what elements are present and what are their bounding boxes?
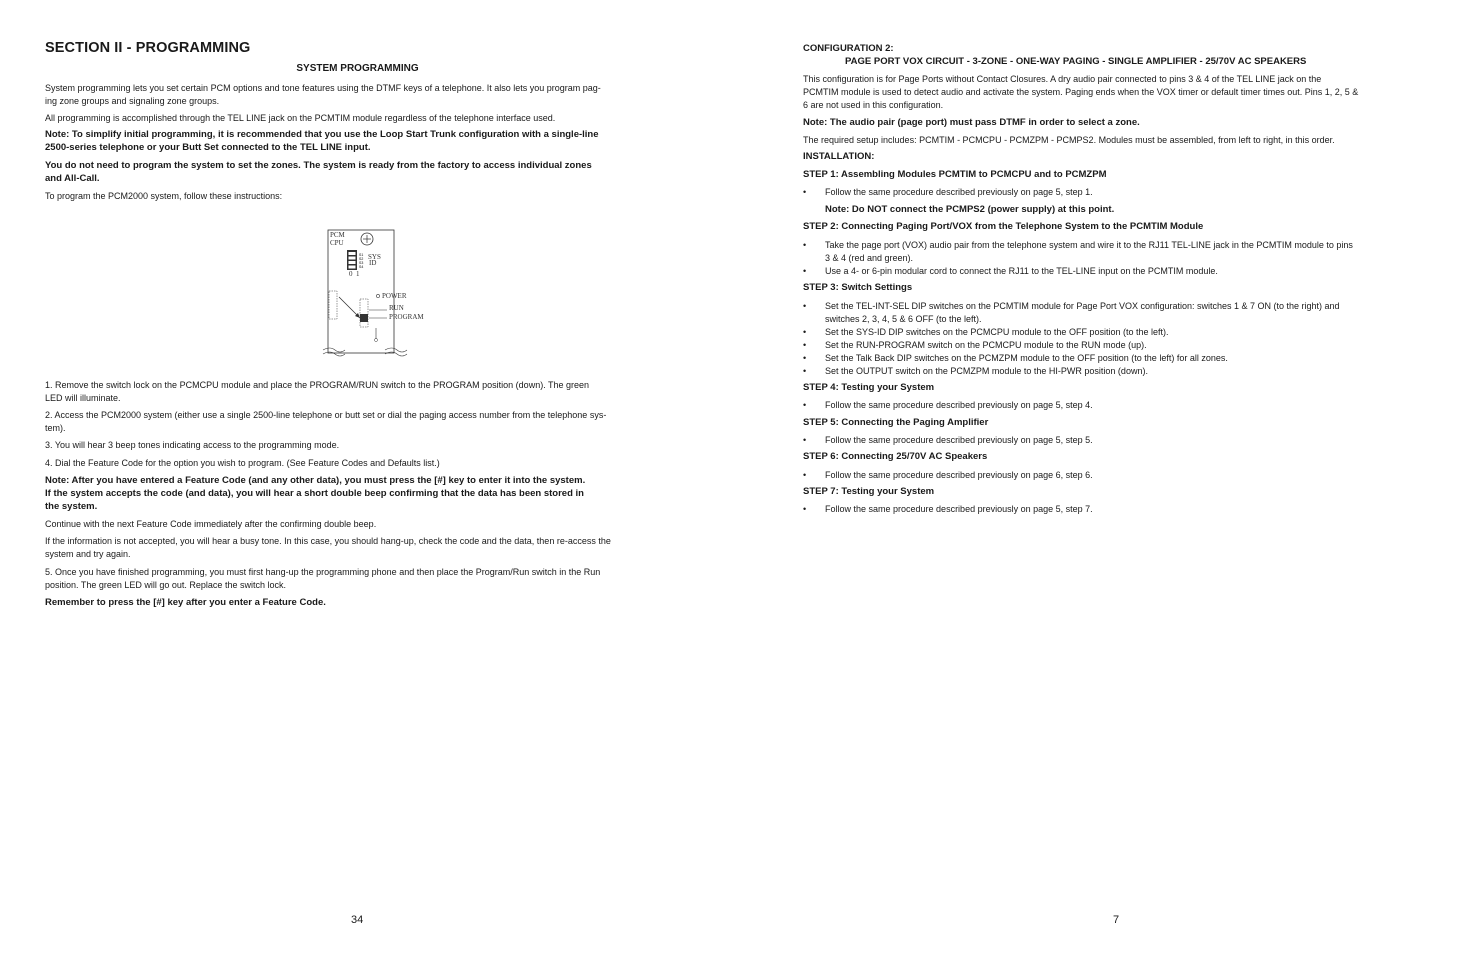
- step-heading: STEP 2: Connecting Paging Port/VOX from the Telephone System to the PCMTIM Module: [803, 221, 1204, 232]
- paragraph: System programming lets you set certain PCM options and tone features using the DTMF keys of a telephone. It also lets you program pag-: [45, 83, 601, 93]
- bullet: •: [803, 340, 807, 350]
- step: 3. You will hear 3 beep tones indicating access to the programming mode.: [45, 440, 340, 450]
- switch-lock-outline: [360, 299, 368, 327]
- page-number: 7: [1113, 914, 1120, 926]
- sys-label: SYS: [368, 253, 381, 261]
- bullet: •: [803, 435, 807, 445]
- bullet: •: [803, 504, 807, 514]
- run-label: RUN: [389, 304, 404, 312]
- note: 2500-series telephone or your Butt Set connected to the TEL LINE input.: [45, 142, 371, 153]
- pcmcpu-diagram: [313, 228, 433, 363]
- section-title: SECTION II - PROGRAMMING: [45, 40, 251, 56]
- reminder: Remember to press the [#] key after you enter a Feature Code.: [45, 597, 326, 608]
- paragraph: 6 are not used in this configuration.: [803, 100, 944, 110]
- dip-label: S4: [359, 265, 364, 269]
- note: Note: Do NOT connect the PCMPS2 (power supply) at this point.: [825, 204, 1115, 215]
- paragraph: PCMTIM module is used to detect audio and activate the system. Paging ends when the VOX timer or default timer times out. Pins 1, 2, 5 &: [803, 87, 1359, 97]
- switch-lock-removed: [329, 291, 337, 319]
- bullet: •: [803, 327, 807, 337]
- module-label: PCM: [330, 231, 345, 239]
- power-label: POWER: [382, 292, 407, 300]
- id-label: ID: [369, 259, 377, 267]
- bullet: •: [803, 187, 807, 197]
- step-heading: STEP 4: Testing your System: [803, 382, 935, 393]
- note: and All-Call.: [45, 173, 100, 184]
- program-run-switch: [360, 314, 368, 322]
- step: tem).: [45, 423, 66, 433]
- bullet: •: [803, 366, 807, 376]
- dip-label: S2: [359, 257, 364, 261]
- installation-heading: INSTALLATION:: [803, 151, 875, 162]
- page-number: 34: [351, 914, 364, 926]
- dip-bottom-label: 0: [349, 270, 353, 278]
- paragraph: Continue with the next Feature Code immediately after the confirming double beep.: [45, 519, 377, 529]
- subtitle: SYSTEM PROGRAMMING: [296, 63, 419, 74]
- note: Note: After you have entered a Feature Code (and any other data), you must press the [#] key to enter it into the system.: [45, 475, 586, 486]
- dip-label: S3: [359, 261, 364, 265]
- bullet: •: [803, 400, 807, 410]
- note: the system.: [45, 501, 98, 512]
- note: If the system accepts the code (and data), you will hear a short double beep confirming that the data has been stored in: [45, 488, 584, 499]
- step: LED will illuminate.: [45, 393, 121, 403]
- config-title: CONFIGURATION 2:: [803, 43, 894, 54]
- step: 4. Dial the Feature Code for the option you wish to program. (See Feature Codes and Defaults list.): [45, 458, 440, 468]
- module-label: CPU: [330, 239, 344, 247]
- dip-label: S1: [359, 253, 364, 257]
- config-subtitle: PAGE PORT VOX CIRCUIT - 3-ZONE - ONE-WAY PAGING - SINGLE AMPLIFIER - 25/70V AC SPEAKERS: [845, 56, 1307, 67]
- note: You do not need to program the system to set the zones. The system is ready from the factory to access individual zones: [45, 160, 592, 171]
- paragraph: ing zone groups and signaling zone groups.: [45, 96, 220, 106]
- paragraph: This configuration is for Page Ports without Contact Closures. A dry audio pair connected to pins 3 & 4 of the TEL LINE jack on the: [803, 74, 1322, 84]
- step: position. The green LED will go out. Replace the switch lock.: [45, 580, 286, 590]
- paragraph: All programming is accomplished through the TEL LINE jack on the PCMTIM module regardless of the telephone interface used.: [45, 113, 556, 123]
- step: 5. Once you have finished programming, you must first hang-up the programming phone and then place the Program/Run switch in the Run: [45, 567, 601, 577]
- bullet: •: [803, 470, 807, 480]
- paragraph: To program the PCM2000 system, follow these instructions:: [45, 191, 283, 201]
- paragraph: The required setup includes: PCMTIM - PCMCPU - PCMZPM - PCMPS2. Modules must be assembled, from left to right, in this order.: [803, 135, 1335, 145]
- step-heading: STEP 3: Switch Settings: [803, 282, 913, 293]
- step-heading: STEP 7: Testing your System: [803, 486, 935, 497]
- step-heading: STEP 5: Connecting the Paging Amplifier: [803, 417, 989, 428]
- led-icon: [376, 294, 379, 297]
- paragraph: If the information is not accepted, you will hear a busy tone. In this case, you should hang-up, check the code and the data, then re-access the: [45, 536, 611, 546]
- paragraph: system and try again.: [45, 549, 131, 559]
- note: Note: The audio pair (page port) must pass DTMF in order to select a zone.: [803, 117, 1140, 128]
- step: 1. Remove the switch lock on the PCMCPU module and place the PROGRAM/RUN switch to the PROGRAM position (down). The green: [45, 380, 590, 390]
- bullet: •: [803, 301, 807, 311]
- bullet: •: [803, 266, 807, 276]
- bullet: •: [803, 240, 807, 250]
- program-label: PROGRAM: [389, 313, 424, 321]
- bullet: •: [803, 353, 807, 363]
- step: 2. Access the PCM2000 system (either use a single 2500-line telephone or butt set or dial the paging access number from the telephone sys-: [45, 410, 607, 420]
- step-heading: STEP 1: Assembling Modules PCMTIM to PCMCPU and to PCMZPM: [803, 169, 1107, 180]
- step-heading: STEP 6: Connecting 25/70V AC Speakers: [803, 451, 988, 462]
- note: Note: To simplify initial programming, it is recommended that you use the Loop Start Trunk configuration with a single-line: [45, 129, 599, 140]
- dip-bottom-label: 1: [356, 270, 360, 278]
